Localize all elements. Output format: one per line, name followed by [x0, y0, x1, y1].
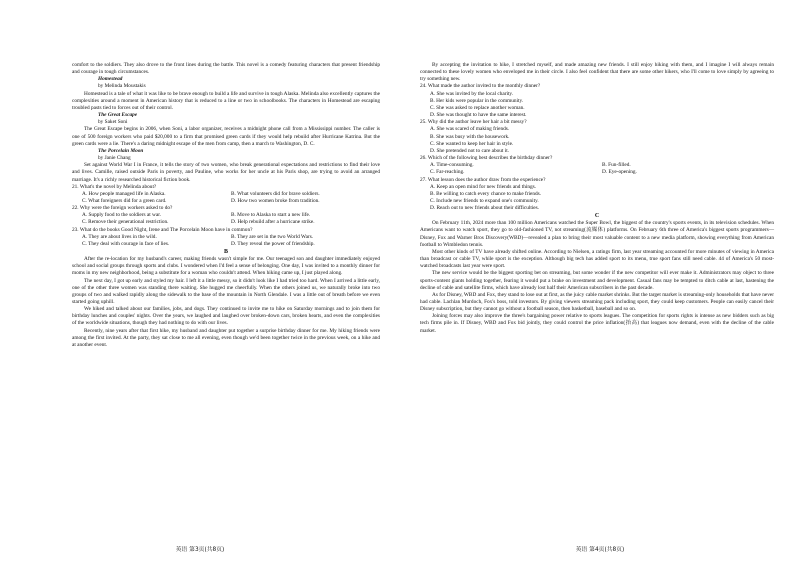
- option-25a: A. She was scared of making friends.: [430, 126, 510, 133]
- option-27b: B. Be willing to catch every chance to make friends.: [430, 190, 542, 197]
- passage-c-paragraph-1: On February 11th, 2024 more than 100 million Americans watched the Super Bowl, the biggest of the country's sports events, in its television schedules. When Americans want to watch sport, they go to old-fashioned TV, not streaming(流媒体) platforms. On February 6th three of America's biggest sports programmers—Disney, Fox and Warner Bros Discovery(WBD)—revealed a plan to bring their most valuable content to a new media platform, showing everything from American football to Wimbledon tennis.: [420, 220, 774, 248]
- option-25d: D. She pretended not to care about it.: [430, 147, 509, 154]
- option-24c: C. She was asked to replace another woman.: [430, 104, 525, 111]
- book4-title: The Porcelain Moon: [98, 147, 144, 154]
- question-21: 21. What's the novel by Melinda about?: [72, 183, 157, 190]
- question-26-options: [420, 162, 774, 176]
- passage-c-paragraph-2: Most other kinds of TV have already shifted online. According to Nielsen, a ratings firm, last year streaming accounted for more minutes of viewing in America than broadcast or cable TV, while sport is the exception. Although big tech has added sport to its menu, true sport fans still need cable. 44 of America's 50 most-watched broadcasts last year were sport.: [420, 248, 774, 270]
- book2-author: by Melinda Moustakis: [98, 83, 146, 90]
- passage-c-paragraph-4: As for Disney, WBD and Fox, they stand to lose out at first, as the juicy cable market shrinks. But the target market is streaming-only households that have never had cable. Lachlan Murdoch, Fox's boss, told investors. By giving viewers streaming pack including sport, they could keep customers. People can easily cancel their Disney subscription, but they cannot go without a football season, then basketball, baseball and so on.: [420, 291, 774, 313]
- option-21b: B. What volunteers did for brave soldiers.: [231, 190, 320, 197]
- option-24a: A. She was invited by the local charity.: [430, 90, 514, 97]
- question-22-options: [72, 212, 380, 226]
- question-27: 27. What lesson does the author draw from the experience?: [420, 176, 546, 183]
- section-c-heading: C: [594, 213, 600, 220]
- option-21c: C. What foreigners did for a green card.: [82, 197, 167, 204]
- option-24d: D. She was thought to have the same interest.: [430, 112, 527, 119]
- right-page: [400, 0, 800, 566]
- option-22a: A. Supply food to the soldiers at war.: [82, 212, 162, 219]
- option-23c: C. They deal with courage in face of lies.: [82, 240, 170, 247]
- option-23b: B. They are set in the two World Wars.: [231, 233, 314, 240]
- question-23-options: [72, 234, 380, 248]
- option-25c: C. She wanted to keep her hair in style.: [430, 140, 514, 147]
- option-26c: C. Far-reaching.: [430, 169, 465, 176]
- option-22d: D. Help rebuild after a hurricane strike.: [231, 219, 315, 226]
- page-footer-right: 英语 第4页(共8页): [575, 547, 625, 553]
- passage-b-paragraph-4: Recently, nine years after that first hike, my husband and daughter put together a surprise birthday dinner for me. My hiking friends were among the first invited. At the party, they sat close to me all evening, even though we'd been together twice in the previous week, on a hike and at another event.: [72, 327, 380, 348]
- option-22b: B. Move to Alaska to start a new life.: [231, 212, 311, 219]
- option-27d: D. Reach out to new friends about their difficulties.: [430, 205, 540, 212]
- question-26: 26. Which of the following best describes the birthday dinner?: [420, 155, 553, 162]
- book4-text: Set against World War I in France, it tells the story of two women, who break generational expectations and restrictions to find their love and lives. Camille, raised outside Paris in poverty, and Pauline, who works for her uncle at his Paris shop, are trying to avoid an arranged marriage. It's a richly researched historical fiction book.: [72, 162, 380, 183]
- intro-paragraph: comfort to the soldiers. They also drove to the front lines during the battle. This novel is a comedy featuring characters that present friendship and courage in tough circumstances.: [72, 62, 380, 76]
- page-footer-left: 英语 第3页(共8页): [175, 547, 225, 553]
- option-23d: D. They reveal the power of friendship.: [231, 240, 315, 247]
- question-24: 24. What made the author invited to the monthly dinner?: [420, 83, 541, 90]
- book3-author: by Saket Soni: [98, 119, 128, 126]
- option-26a: A. Time-consuming.: [430, 162, 474, 169]
- option-21a: A. How people managed life in Alaska.: [82, 190, 166, 197]
- passage-c-paragraph-5: Joining forces may also improve the three's bargaining power relative to sports leagues. The competition for sports rights is intense as new bidders such as big tech firms pile in. If Disney, WBD and Fox bid jointly, they could control the price inflation(抬高) that leagues now demand, even with the decline of the cable market.: [420, 313, 774, 334]
- option-26b: B. Fun-filled.: [602, 162, 631, 169]
- question-21-options: [72, 191, 380, 205]
- option-21d: D. How two women broke from tradition.: [231, 197, 320, 204]
- passage-b-paragraph-1: After the re-location for my husband's career, making friends wasn't simple for me. Our teenaged son and daughter immediately enjoyed school and social groups through sports and clubs. I wondered when I'd feel a sense of belonging. One day, I was invited to a monthly dinner for moms in my new neighborhood, being a substitute for a woman who couldn't attend. When hiking came up, I just played along.: [72, 256, 380, 277]
- passage-b-paragraph-5: By accepting the invitation to hike, I stretched myself, and made amazing new friends. I still enjoy hiking with them, and I imagine I will always remain connected to these lovely women who enveloped me in their circle. I also feel confident that there are some other hikers, who I'll come to love simply by agreeing to try something new.: [420, 62, 774, 83]
- option-27a: A. Keep an open mind for new friends and things.: [430, 183, 537, 190]
- book2-text: Homestead is a tale of what it was like to be brave enough to build a life and survive in tough Alaska. Melinda also excellently captures the complexities around a moment in American history that is reduced to a line or two in schoolbooks. The characters in Homestead are escaping troubled pasts tied to forces out of their control.: [72, 90, 380, 111]
- question-22: 22. Why were the foreign workers asked to do?: [72, 205, 173, 212]
- section-b-heading: B: [223, 249, 228, 256]
- option-22c: C. Remove their generational restriction.: [82, 219, 169, 226]
- question-25: 25. Why did the author leave her hair a bit messy?: [420, 119, 527, 126]
- option-25b: B. She was busy with the housework.: [430, 133, 510, 140]
- book4-author: by Janie Chang: [98, 155, 131, 162]
- option-26d: D. Eye-opening.: [602, 169, 637, 176]
- passage-b-paragraph-2: The next day, I got up early and styled my hair. I left it a little messy, so it didn't look like I had tried too hard. When I arrived a little early, one of the other three women was standing there waiting. She hugged me cheerfully. When the others joined us, we naturally broke into two groups of two and walked rapidly along the sidewalk to the base of the mountain in North Glendale. I was a little out of breath before we even started going uphill.: [72, 277, 380, 305]
- passage-b-paragraph-3: We hiked and talked about our families, jobs, and dogs. They continued to invite me to hike on Saturday mornings and to join them for birthday lunches and couples' nights. Over the years, we laughed and laughed over broken-down cars, broken hearts, and even the complexities of the worldwide situations, though they had nothing to do with our lives.: [72, 306, 380, 327]
- book2-title: Homestead: [98, 76, 123, 83]
- option-23a: A. They are about lives in the wild.: [82, 233, 157, 240]
- book3-text: The Great Escape begins in 2006, when Soni, a labor organizer, receives a midnight phone call from a Mississippi number. The caller is one of 500 foreign workers who paid $20,000 to a firm that promised green cards if they would help rebuild after Hurricane Katrina. But the green cards were a lie. There's a daring midnight escape of the men from camp, then a march to Washington, D. C.: [72, 126, 380, 147]
- question-23: 23. What do the books Good Night, Irene and The Porcelain Moon have in common?: [72, 226, 253, 233]
- book3-title: The Great Escape: [98, 112, 138, 119]
- passage-c-paragraph-3: The new service would be the biggest sporting bet on streaming, but some wonder if the new competitor will ever make it. Administrators may object to three sports-content giants holding together, fearing it would put a brake on investment and development. Casual fans may be tempted to ditch cable at last, hastening the decline of cable and satellite firms, which have already lost half their American subscribers in the past decade.: [420, 270, 774, 291]
- option-27c: C. Include new friends to expand one's community.: [430, 197, 539, 204]
- option-24b: B. Her kids were popular in the community.: [430, 97, 524, 104]
